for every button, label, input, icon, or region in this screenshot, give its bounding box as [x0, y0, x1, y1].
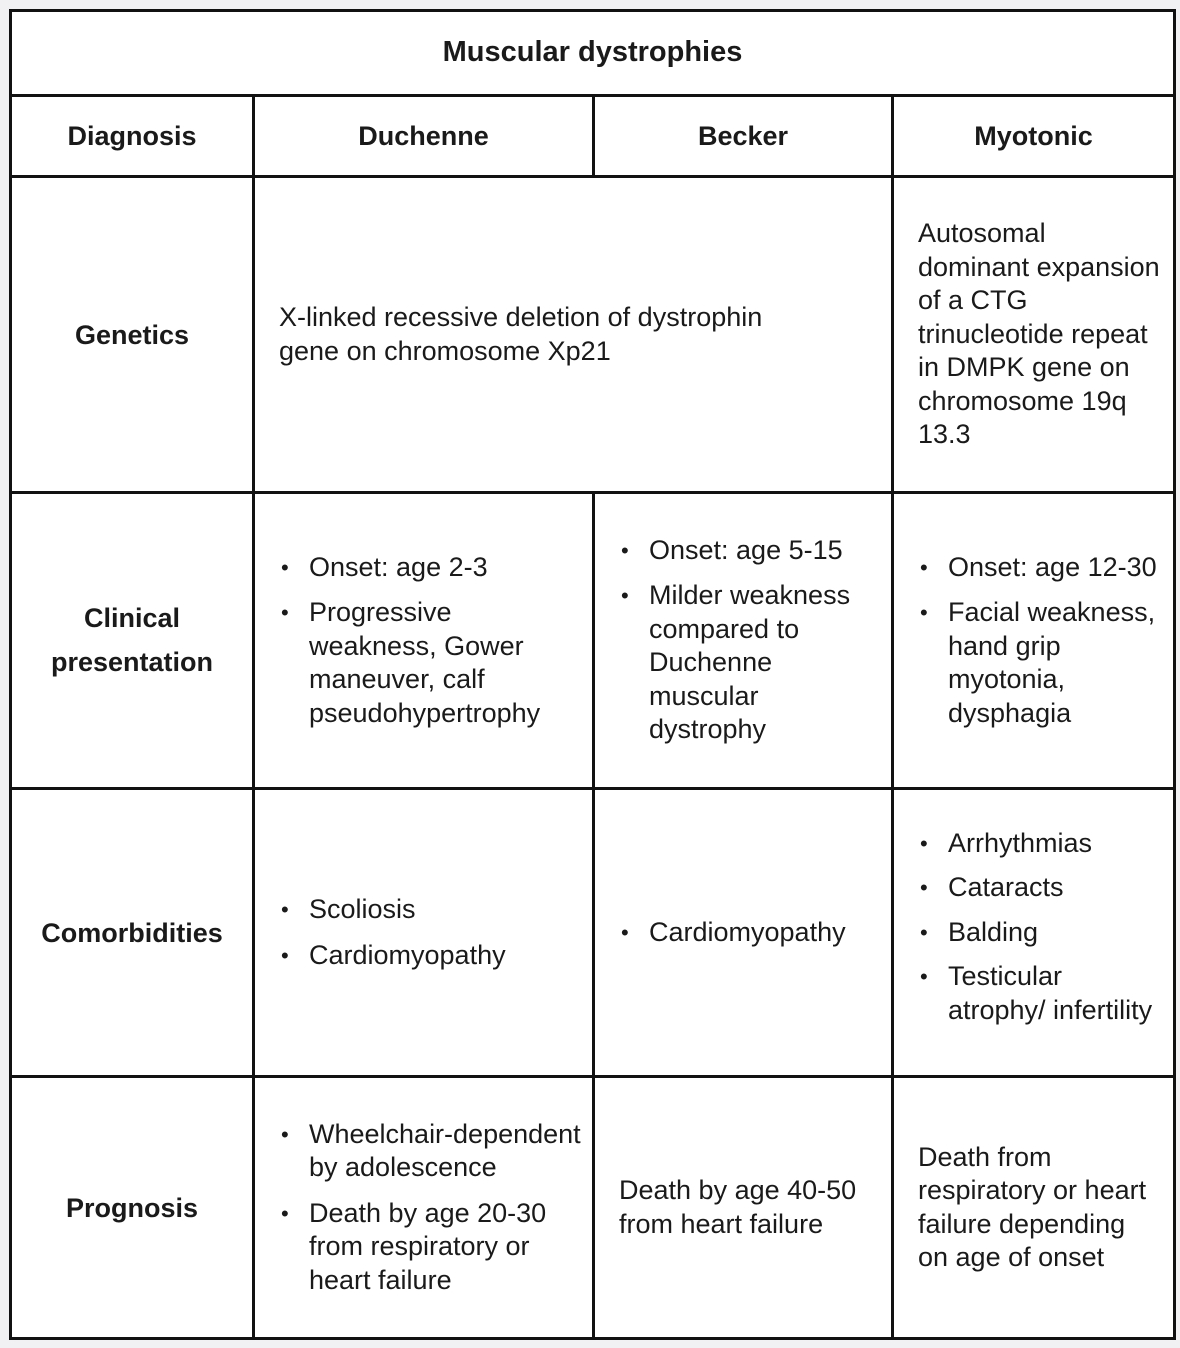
header-becker: Becker — [594, 96, 893, 177]
title-row — [11, 11, 1175, 96]
comorbidities-row — [11, 788, 1175, 1077]
prognosis-duchenne — [254, 1077, 594, 1339]
list-item: • Wheelchair-dependent by adolescence — [281, 1118, 581, 1183]
prognosis-becker: Death by age 40-50 from heart failure — [594, 1077, 893, 1339]
genetics-row — [11, 177, 1175, 493]
list-item: • Onset: age 5-15 — [621, 534, 843, 565]
clinical-row — [11, 493, 1175, 789]
prognosis-row — [11, 1077, 1175, 1339]
header-diagnosis: Diagnosis — [11, 96, 254, 177]
clinical-myotonic — [893, 493, 1175, 789]
table-title: Muscular dystrophies — [11, 11, 1175, 96]
header-myotonic: Myotonic — [893, 96, 1175, 177]
comorbidities-myotonic — [893, 788, 1175, 1077]
genetics-duchenne-becker: X-linked recessive deletion of dystrophin gene on chromosome Xp21 — [254, 177, 893, 493]
list-item: • Balding — [920, 916, 1039, 947]
row-label-genetics: Genetics — [11, 177, 254, 493]
clinical-becker — [594, 493, 893, 789]
list-item: • Onset: age 2-3 — [281, 551, 488, 582]
list-item: • Progressive weakness, Gower maneuver, calf pseudohypertrophy — [281, 597, 541, 728]
header-row — [11, 96, 1175, 177]
list-item: • Cardiomyopathy — [621, 916, 846, 947]
clinical-duchenne — [254, 493, 594, 789]
comorbidities-duchenne — [254, 788, 594, 1077]
row-label-clinical-line1: Clinical — [83, 603, 181, 634]
row-label-clinical-line2: presentation — [50, 647, 214, 678]
list-item: • Arrhythmias — [920, 827, 1093, 858]
list-item: • Cataracts — [920, 872, 1064, 903]
table-frame — [9, 9, 1173, 1340]
row-label-prognosis: Prognosis — [11, 1077, 254, 1339]
list-item: • Testicular atrophy/ infertility — [920, 961, 1153, 1025]
prognosis-myotonic: Death from respiratory or heart failure depending on age of onset — [893, 1077, 1175, 1339]
list-item: • Facial weakness, hand grip myotonia, dysphagia — [920, 597, 1156, 728]
list-item: • Cardiomyopathy — [281, 939, 506, 970]
row-label-clinical — [11, 493, 254, 789]
muscular-dystrophies-table — [9, 9, 1176, 1340]
list-item: • Death by age 20-30 from respiratory or heart failure — [281, 1197, 547, 1295]
list-item: • Scoliosis — [281, 894, 416, 925]
list-item: • Onset: age 12-30 — [920, 551, 1157, 582]
genetics-myotonic: Autosomal dominant expansion of a CTG trinucleotide repeat in DMPK gene on chromosome 19q 13.3 — [893, 177, 1175, 493]
list-item: • Milder weakness compared to Duchenne muscular dystrophy — [621, 580, 851, 745]
header-duchenne: Duchenne — [254, 96, 594, 177]
comorbidities-becker — [594, 788, 893, 1077]
row-label-comorbidities: Comorbidities — [11, 788, 254, 1077]
